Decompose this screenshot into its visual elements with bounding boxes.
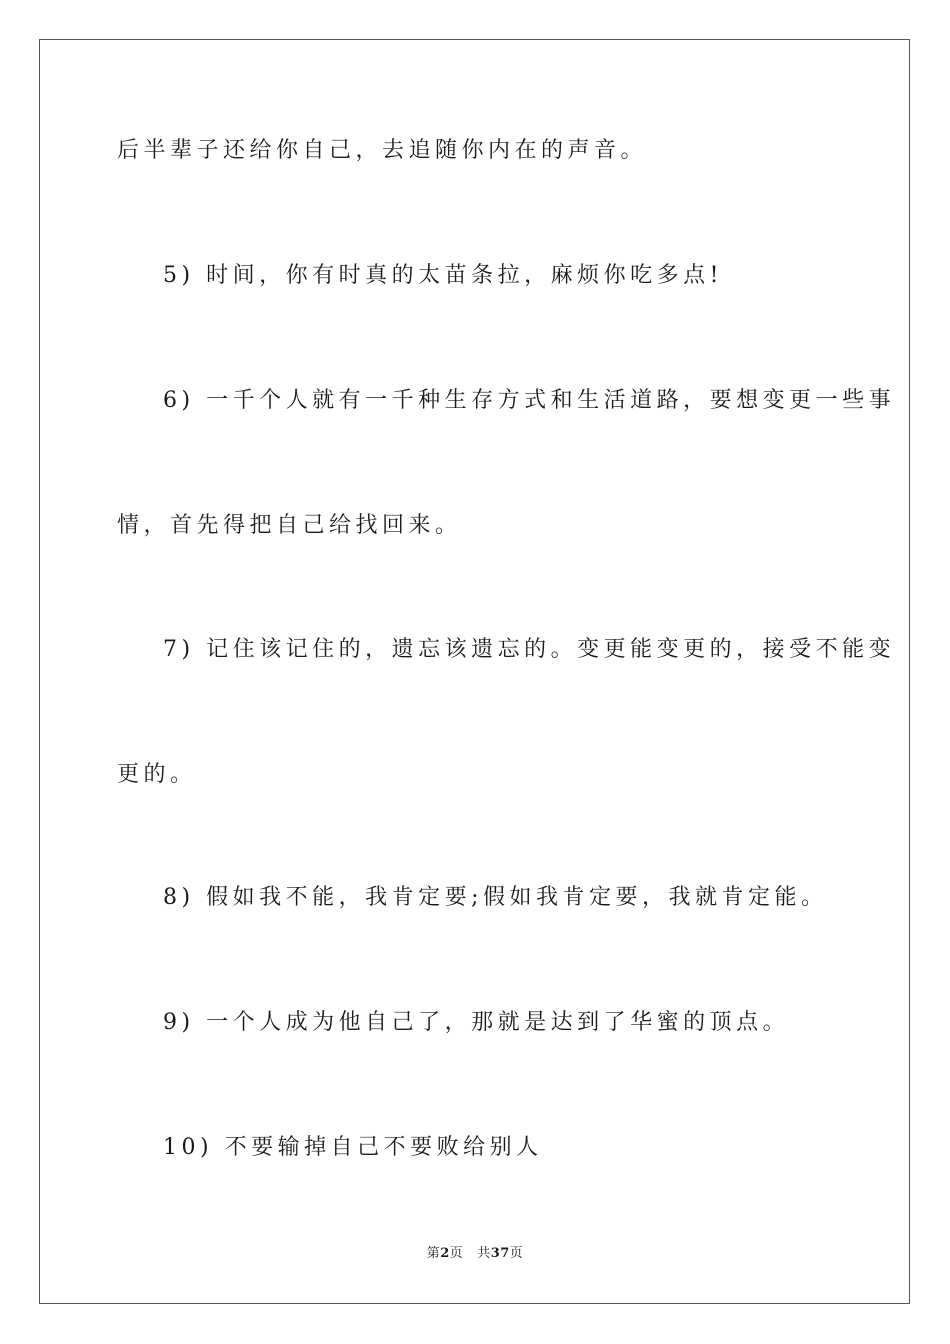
footer-prefix: 第 — [426, 1246, 441, 1261]
text-line-7: 8) 假如我不能，我肯定要;假如我肯定要，我就肯定能。 — [163, 885, 828, 910]
text-line-8: 9) 一个人成为他自己了，那就是达到了华蜜的顶点。 — [163, 1010, 790, 1035]
text-line-9: 10) 不要输掉自己不要败给别人 — [163, 1135, 543, 1160]
page-footer — [0, 1245, 950, 1263]
text-line-3: 6) 一千个人就有一千种生存方式和生活道路，要想变更一些事 — [163, 388, 896, 413]
text-line-4: 情，首先得把自己给找回来。 — [117, 513, 462, 538]
footer-total-pages: 37 — [490, 1246, 510, 1261]
footer-total-prefix: 共 — [477, 1246, 491, 1261]
footer-page-number: 2 — [440, 1246, 450, 1261]
footer-total-unit: 页 — [509, 1246, 524, 1261]
text-line-2: 5) 时间，你有时真的太苗条拉，麻烦你吃多点! — [163, 263, 723, 288]
text-line-6: 更的。 — [117, 762, 197, 787]
footer-page-unit: 页 — [449, 1246, 464, 1261]
text-line-1: 后半辈子还给你自己，去追随你内在的声音。 — [117, 138, 648, 163]
page-border — [39, 39, 910, 1304]
text-line-5: 7) 记住该记住的，遗忘该遗忘的。变更能变更的，接受不能变 — [163, 637, 896, 662]
